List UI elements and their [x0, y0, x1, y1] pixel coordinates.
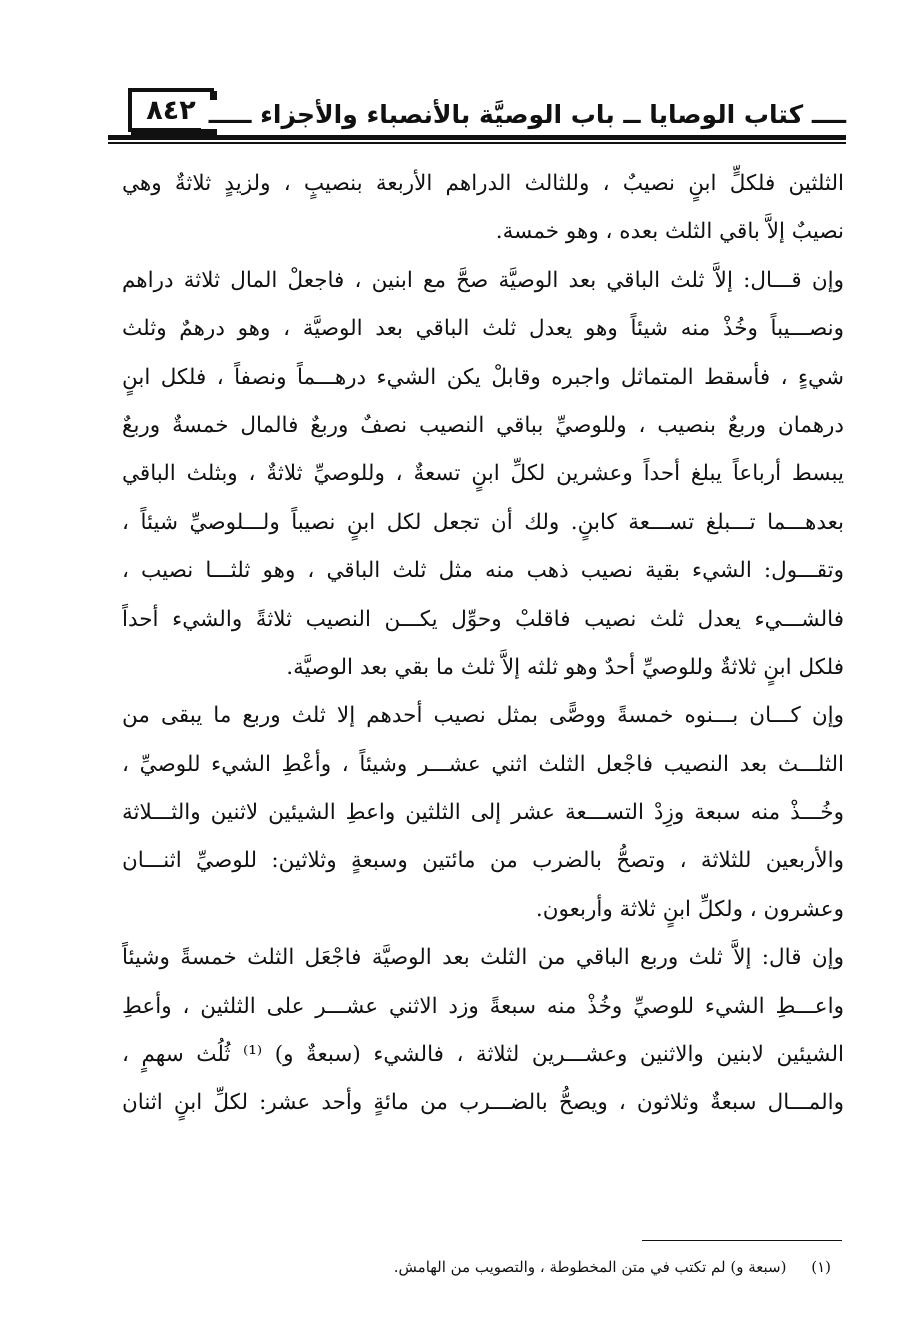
text-line: وإن قال: إلاَّ ثلث وربع الباقي من الثلث بعد الوصيَّة فاجْعَل الثلث خمسةً وشيئاً [122, 945, 844, 971]
text-line: فالشـــيء يعدل ثلث نصيب فاقلبْ وحوِّل يكـــن النصيب ثلاثةً والشيء أحداً [122, 606, 844, 632]
text-line: يبسط أرباعاً يبلغ أحداً وعشرين لكلِّ ابنٍ تسعةٌ ، وللوصيِّ ثلاثةٌ ، وبثلث الباقي [122, 461, 844, 487]
text-line: شيءٍ ، فأسقط المتماثل واجبره وقابلْ يكن الشيء درهـــماً ونصفاً ، فلكل ابنٍ [122, 364, 844, 390]
text-line: وإن قـــال: إلاَّ ثلث الباقي بعد الوصيَّة صحَّ مع ابنين ، فاجعلْ المال ثلاثة دراهم [122, 267, 844, 293]
text-line: وعشرون ، ولكلِّ ابنٍ ثلاثة وأربعون. [535, 896, 844, 922]
text-line: نصيبٌ إلاَّ باقي الثلث بعده ، وهو خمسة. [495, 219, 844, 245]
text-line: والمـــال سبعةٌ وثلاثون ، ويصحُّ بالضـــرب من مائةٍ وأحد عشر: لكلِّ ابنٍ اثنان [122, 1090, 844, 1116]
footnote [394, 1258, 831, 1276]
header-rule-thick [108, 135, 846, 140]
text-line: ونصـــيباً وخُذْ منه شيئاً وهو يعدل ثلث الباقي بعد الوصيَّة ، وهو درهمٌ وثلث [122, 316, 844, 342]
text-line: فلكل ابنٍ ثلاثةٌ وللوصيِّ أحدٌ وهو ثلثه إلاَّ ثلث ما بقي بعد الوصيَّة. [286, 654, 844, 680]
footnote-rule [642, 1240, 842, 1241]
text-line: درهمان وربعٌ بنصيب ، وللوصيِّ بباقي النصيب نصفٌ وربعٌ فالمال خمسةٌ وربعٌ [122, 412, 844, 438]
text-line: بعدهـــما تـــبلغ تســـعة كابنٍ. ولك أن تجعل لكل ابنٍ نصيباً ولـــلوصيِّ شيئاً ، [122, 509, 844, 535]
text-line: والأربعين للثلاثة ، وتصحُّ بالضرب من مائتين وسبعةٍ وثلاثين: للوصيِّ اثنـــان [122, 848, 844, 874]
text-line: وتقـــول: الشيء بقية نصيب ذهب منه مثل ثلث الباقي ، وهو ثلثـــا نصيب ، [122, 558, 844, 584]
body-text [122, 160, 844, 1128]
page-header [108, 88, 846, 152]
text-line: الشيئين لابنين والاثنين وعشـــرين لثلاثة ، فالشيء (سبعةٌ و) ⁽¹⁾ ثُلُث سهمٍ ، [122, 1042, 844, 1068]
text-line: وإن كـــان بـــنوه خمسةً ووصًّى بمثل نصيب أحدهم إلا ثلث وربع ما يبقى من [122, 703, 844, 729]
running-title: ــــ كتاب الوصايا ــ باب الوصيَّة بالأنصباء والأجزاء ـــــ [201, 100, 846, 129]
page-number: ٨٤٢ [128, 88, 214, 132]
text-line: وخُـــذْ منه سبعة وزِدْ التســـعة عشر إلى الثلثين واعطِ الشيئين لاثنين والثـــلاثة [122, 800, 844, 826]
text-line: واعـــطِ الشيء للوصيِّ وخُذْ منه سبعةً وزد الاثني عشـــر على الثلثين ، وأعطِ [122, 993, 844, 1019]
text-line: الثلثين فلكلٍّ ابنٍ نصيبٌ ، وللثالث الدراهم الأربعة بنصيبٍ ، ولزيدٍ ثلاثةٌ وهي [122, 171, 844, 196]
header-rule-thin [108, 142, 846, 144]
text-line: الثلـــث بعد النصيب فاجْعل الثلث اثني عشـــر وشيئاً ، وأعْطِ الشيء للوصيِّ ، [122, 751, 844, 777]
footnote-text: (سبعة و) لم تكتب في متن المخطوطة ، والتصويب من الهامش. [393, 1258, 787, 1276]
footnote-number: (١) [811, 1258, 831, 1276]
